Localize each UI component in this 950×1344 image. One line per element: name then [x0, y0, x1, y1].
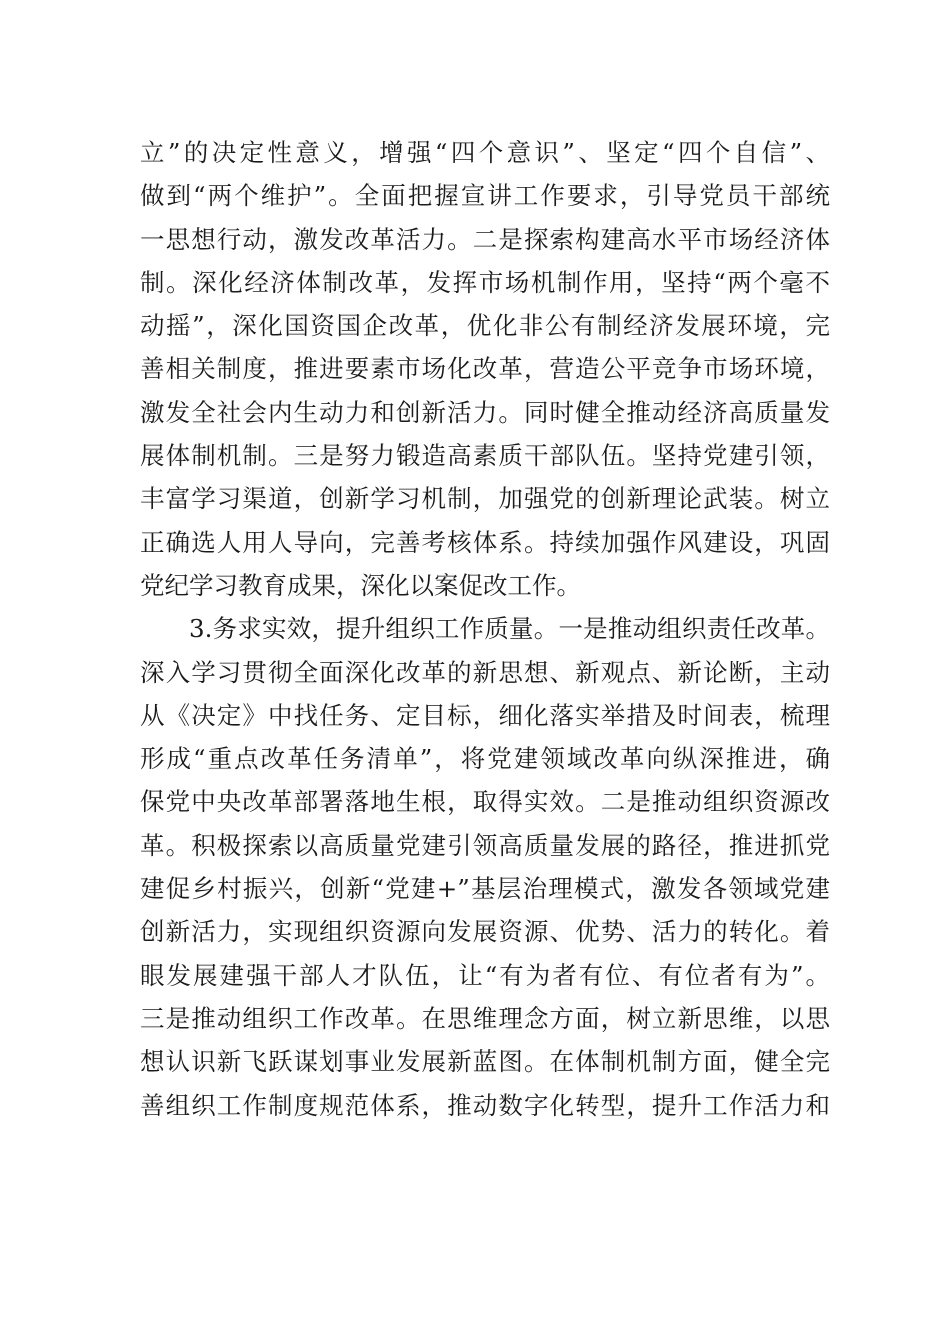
paragraph-1-line-5: 动摇”，深化国资国企改革，优化非公有制经济发展环境，完 [140, 311, 830, 341]
paragraph-1-line-11: 党纪学习教育成果，深化以案促改工作。 [140, 570, 581, 600]
paragraph-1-line-7: 激发全社会内生动力和创新活力。同时健全推动经济高质量发 [140, 397, 830, 427]
paragraph-1-line-1: 立”的决定性意义，增强“四个意识”、坚定“四个自信”、 [140, 138, 830, 167]
paragraph-2-line-12: 善组织工作制度规范体系，推动数字化转型，提升工作活力和 [140, 1090, 830, 1120]
paragraph-2-line-8: 创新活力，实现组织资源向发展资源、优势、活力的转化。着 [140, 917, 830, 947]
paragraph-2-line-5: 保党中央改革部署落地生根，取得实效。二是推动组织资源改 [140, 787, 830, 817]
paragraph-1-line-9: 丰富学习渠道，创新学习机制，加强党的创新理论武装。树立 [140, 484, 830, 514]
paragraph-1-line-3: 一思想行动，激发改革活力。二是探索构建高水平市场经济体 [140, 224, 830, 254]
paragraph-2-line-11: 想认识新飞跃谋划事业发展新蓝图。在体制机制方面，健全完 [140, 1047, 830, 1077]
paragraph-1-line-2: 做到“两个维护”。全面把握宣讲工作要求，引导党员干部统 [140, 181, 830, 211]
paragraph-1-line-6: 善相关制度，推进要素市场化改革，营造公平竞争市场环境， [140, 354, 830, 384]
paragraph-1-line-4: 制。深化经济体制改革，发挥市场机制作用，坚持“两个毫不 [140, 267, 830, 297]
paragraph-2-line-2: 深入学习贯彻全面深化改革的新思想、新观点、新论断，主动 [140, 657, 830, 687]
paragraph-1-line-10: 正确选人用人导向，完善考核体系。持续加强作风建设，巩固 [140, 527, 830, 557]
paragraph-2-line-10: 三是推动组织工作改革。在思维理念方面，树立新思维，以思 [140, 1003, 830, 1033]
paragraph-2-line-6: 革。积极探索以高质量党建引领高质量发展的路径，推进抓党 [140, 830, 830, 860]
body-text [140, 131, 830, 1127]
paragraph-1-line-8: 展体制机制。三是努力锻造高素质干部队伍。坚持党建引领， [140, 441, 830, 471]
paragraph-2-line-9: 眼发展建强干部人才队伍，让“有为者有位、有位者有为”。 [140, 960, 830, 990]
paragraph-2-line-1: 3.务求实效，提升组织工作质量。一是推动组织责任改革。 [189, 614, 830, 644]
paragraph-2-line-4: 形成“重点改革任务清单”，将党建领域改革向纵深推进，确 [140, 744, 830, 774]
paragraph-2-line-7: 建促乡村振兴，创新“党建+”基层治理模式，激发各领域党建 [140, 874, 830, 904]
paragraph-2-line-3: 从《决定》中找任务、定目标，细化落实举措及时间表，梳理 [140, 700, 830, 730]
